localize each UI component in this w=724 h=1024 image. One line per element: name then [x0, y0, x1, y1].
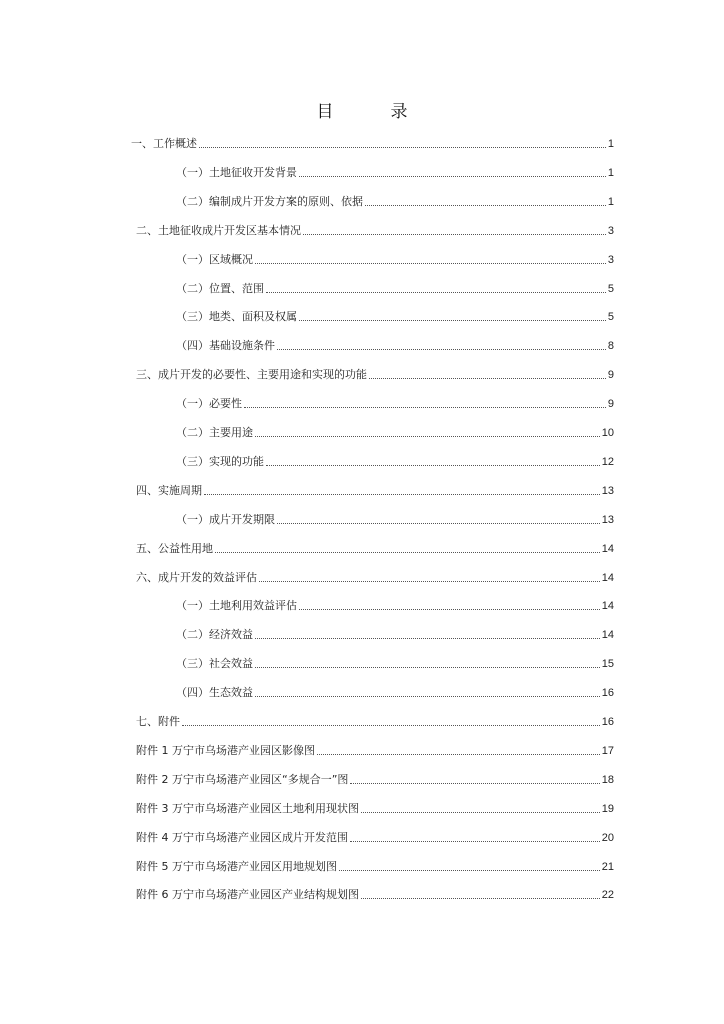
toc-entry[interactable] [136, 825, 614, 845]
toc-entry[interactable] [136, 738, 614, 758]
toc-entry-page-number: 16 [601, 687, 614, 700]
toc-entry-title: （二）位置、范围 [176, 281, 264, 295]
toc-entry[interactable] [176, 507, 614, 527]
toc-dot-leader [255, 262, 606, 264]
toc-dot-leader [215, 551, 600, 553]
toc-dot-leader [299, 608, 600, 610]
toc-dot-leader [299, 175, 606, 177]
toc-entry-title: （一）土地征收开发背景 [176, 165, 297, 179]
toc-entry-title: 附件 2 万宁市乌场港产业园区“多规合一”图 [136, 772, 349, 786]
toc-entry-page-number: 21 [601, 860, 614, 873]
toc-dot-leader [204, 493, 600, 495]
toc-entry-title: 附件 1 万宁市乌场港产业园区影像图 [136, 743, 315, 757]
toc-entry-page-number: 14 [601, 571, 614, 584]
toc-entry[interactable] [176, 160, 614, 180]
toc-dot-leader [317, 753, 600, 755]
toc-entry-page-number: 17 [601, 744, 614, 757]
toc-entry-title: （一）必要性 [176, 397, 242, 411]
toc-entry-page-number: 1 [607, 166, 614, 179]
toc-entry[interactable] [176, 391, 614, 411]
toc-entry[interactable] [176, 622, 614, 642]
toc-entry[interactable] [176, 276, 614, 296]
toc-entry[interactable] [131, 131, 614, 151]
toc-entry-title: （三）社会效益 [176, 657, 253, 671]
toc-entry-page-number: 5 [607, 282, 614, 295]
toc-dot-leader [199, 146, 606, 148]
toc-dot-leader [182, 724, 600, 726]
toc-dot-leader [259, 580, 600, 582]
toc-entry-title: （一）区域概况 [176, 252, 253, 266]
toc-entry[interactable] [176, 651, 614, 671]
toc-dot-leader [369, 377, 606, 379]
toc-entry-page-number: 13 [601, 484, 614, 497]
toc-entry-title: （一）成片开发期限 [176, 512, 275, 526]
toc-entry[interactable] [176, 189, 614, 209]
toc-entry-page-number: 3 [607, 224, 614, 237]
toc-entry-title: 附件 6 万宁市乌场港产业园区产业结构规划图 [136, 888, 359, 902]
toc-dot-leader [350, 840, 600, 842]
toc-entry[interactable] [136, 796, 614, 816]
toc-entry[interactable] [136, 854, 614, 874]
toc-entry-page-number: 18 [601, 773, 614, 786]
toc-entry[interactable] [136, 882, 614, 902]
toc-entry-page-number: 20 [601, 831, 614, 844]
toc-entry-title: 七、附件 [136, 715, 180, 728]
toc-dot-leader [255, 695, 600, 697]
toc-entry-title: （四）生态效益 [176, 686, 253, 700]
toc-entry-title: （三）实现的功能 [176, 454, 264, 468]
toc-entry-page-number: 16 [601, 716, 614, 728]
toc-dot-leader [361, 811, 600, 813]
toc-entry-title: 附件 3 万宁市乌场港产业园区土地利用现状图 [136, 801, 359, 815]
toc-entry-page-number: 14 [601, 542, 614, 555]
toc-entry[interactable] [176, 449, 614, 469]
toc-entry-page-number: 5 [607, 311, 614, 324]
toc-entry-page-number: 13 [601, 513, 614, 526]
toc-entry-page-number: 12 [601, 455, 614, 468]
toc-entry-title: （二）编制成片开发方案的原则、依据 [176, 194, 363, 208]
toc-dot-leader [277, 348, 606, 350]
toc-entry-page-number: 14 [601, 600, 614, 613]
toc-entry-title: 附件 5 万宁市乌场港产业园区用地规划图 [136, 859, 337, 873]
toc-entry-title: 二、土地征收成片开发区基本情况 [136, 223, 301, 237]
toc-entry[interactable] [176, 304, 614, 324]
toc-entry-page-number: 1 [607, 138, 614, 150]
toc-entry[interactable] [136, 536, 614, 556]
toc-entry-page-number: 8 [607, 340, 614, 353]
toc-entry[interactable] [136, 362, 614, 382]
toc-dot-leader [255, 666, 600, 668]
toc-entry[interactable] [176, 680, 614, 700]
toc-dot-leader [266, 464, 600, 466]
toc-entry[interactable] [176, 247, 614, 267]
toc-entry-title: （二）经济效益 [176, 628, 253, 642]
toc-entry-title: 五、公益性用地 [136, 541, 213, 555]
toc-entry[interactable] [136, 478, 614, 498]
toc-entry-title: 三、成片开发的必要性、主要用途和实现的功能 [136, 368, 367, 382]
toc-entry-page-number: 19 [601, 802, 614, 815]
toc-entry-page-number: 9 [607, 398, 614, 411]
toc-entry[interactable] [136, 565, 614, 585]
toc-entry[interactable] [136, 709, 614, 729]
toc-dot-leader [361, 897, 600, 899]
toc-dot-leader [350, 782, 599, 784]
toc-dot-leader [266, 291, 606, 293]
toc-entry-title: 六、成片开发的效益评估 [136, 570, 257, 584]
toc-dot-leader [299, 319, 606, 321]
toc-entry[interactable] [136, 767, 614, 787]
toc-dot-leader [303, 233, 606, 235]
toc-entry-page-number: 10 [601, 427, 614, 439]
toc-entry-title: 一、工作概述 [131, 137, 197, 150]
toc-entry-page-number: 1 [607, 195, 614, 208]
toc-entry-page-number: 3 [607, 253, 614, 266]
toc-entry-title: 四、实施周期 [136, 483, 202, 497]
toc-entry-title: （四）基础设施条件 [176, 339, 275, 353]
toc-entry[interactable] [136, 218, 614, 238]
toc-entry-page-number: 22 [601, 889, 614, 902]
toc-dot-leader [277, 522, 600, 524]
toc-dot-leader [339, 869, 600, 871]
toc-entry-page-number: 9 [607, 369, 614, 382]
toc-entry-page-number: 15 [601, 658, 614, 671]
toc-dot-leader [255, 435, 600, 437]
toc-entry-title: 附件 4 万宁市乌场港产业园区成片开发范围 [136, 830, 348, 844]
toc-entry[interactable] [176, 333, 614, 353]
toc-entry[interactable] [176, 420, 614, 440]
toc-entry-title: （二）主要用途 [176, 426, 253, 439]
toc-entry-page-number: 14 [601, 629, 614, 642]
toc-entry[interactable] [176, 593, 614, 613]
toc-dot-leader [244, 406, 606, 408]
toc-entry-title: （一）土地利用效益评估 [176, 599, 297, 613]
toc-dot-leader [365, 204, 606, 206]
page-title: 目 录 [316, 102, 428, 122]
toc-entry-title: （三）地类、面积及权属 [176, 310, 297, 324]
toc-dot-leader [255, 637, 600, 639]
